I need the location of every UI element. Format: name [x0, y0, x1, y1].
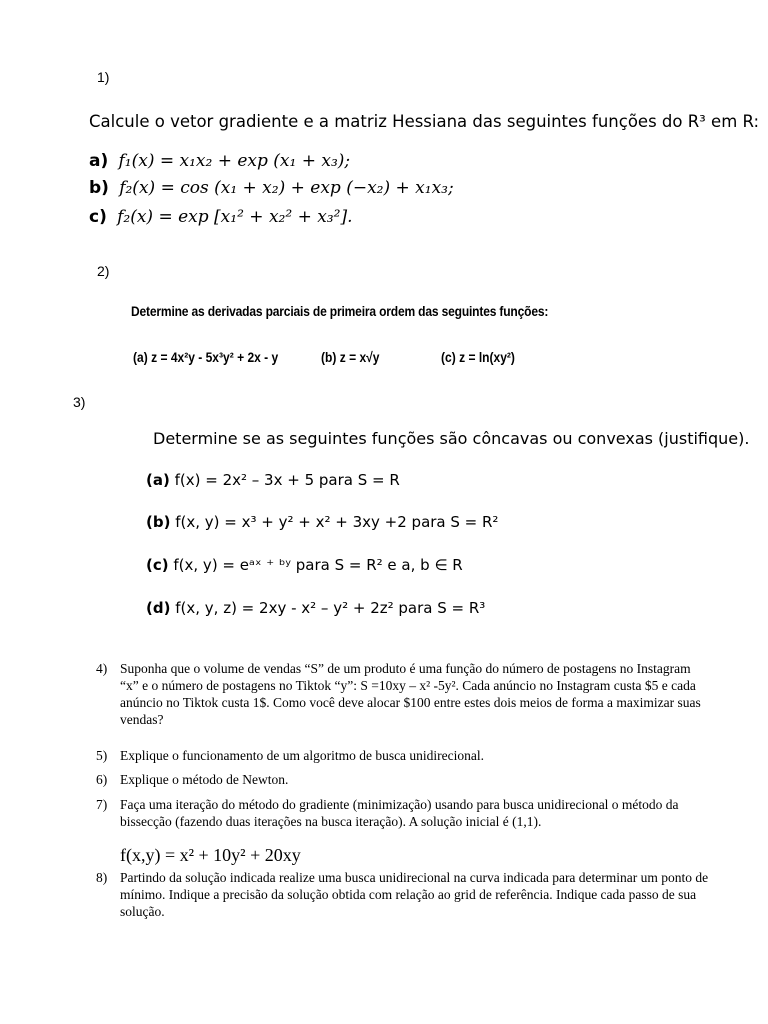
q2-item-c: [441, 349, 515, 365]
question-4-number: 4): [96, 661, 108, 676]
q3-item-b-label: (b): [146, 513, 171, 531]
q1-item-c-label: c): [89, 207, 107, 227]
q3-item-d-expr: f(x, y, z) = 2xy - x² – y² + 2z² para S = R³: [175, 599, 486, 617]
question-1-number: 1): [97, 69, 110, 85]
q1-item-a: [89, 151, 350, 171]
q1-item-a-expr: f₁(x) = x₁x₂ + exp (x₁ + x₃);: [118, 151, 351, 171]
q3-item-a: [146, 471, 400, 489]
question-7-number: 7): [96, 797, 108, 812]
q2-item-b-label: (b): [321, 349, 337, 365]
question-2-heading: Determine as derivadas parciais de primeira ordem das seguintes funções:: [131, 303, 549, 319]
q3-item-b: [146, 513, 498, 531]
question-4-text: Suponha que o volume de vendas “S” de um produto é uma função do número de postagens no Instagram “x” e o número de postagens no Tiktok “y”: S =10xy – x² -5y². Cada anúncio no Instagram custa $5 e cada anúncio no Tiktok custa 1$. Como você deve alocar $100 entre estes dois meios de forma a maximizar suas vendas?: [120, 661, 701, 727]
q2-item-c-expr: z = ln(xy²): [459, 349, 515, 365]
q3-item-a-label: (a): [146, 471, 170, 489]
question-8-number: 8): [96, 870, 108, 885]
question-6-text: Explique o método de Newton.: [120, 772, 289, 787]
q1-item-c: [89, 207, 352, 227]
question-5: [96, 747, 716, 765]
q3-item-c-expr: f(x, y) = eᵃˣ ⁺ ᵇʸ para S = R² e a, b ∈ R: [173, 556, 463, 574]
q1-item-c-expr: f₂(x) = exp [x₁² + x₂² + x₃²].: [117, 207, 353, 227]
q3-item-a-expr: f(x) = 2x² – 3x + 5 para S = R: [174, 471, 400, 489]
question-8-text: Partindo da solução indicada realize uma busca unidirecional na curva indicada para determinar um ponto de mínimo. Indique a precisão da solução obtida com relação ao grid de referência. Indique cada passo de sua solução.: [120, 870, 709, 919]
question-1-heading: Calcule o vetor gradiente e a matriz Hessiana das seguintes funções do R³ em R:: [89, 112, 760, 131]
question-3-number: 3): [73, 394, 86, 410]
q1-item-b: [89, 178, 454, 198]
question-6: [96, 771, 716, 789]
q3-item-b-expr: f(x, y) = x³ + y² + x² + 3xy +2 para S = R²: [175, 513, 499, 531]
q1-item-b-label: b): [89, 178, 109, 198]
q1-item-b-expr: f₂(x) = cos (x₁ + x₂) + exp (−x₂) + x₁x₃;: [119, 178, 454, 198]
q3-item-c: [146, 556, 463, 574]
question-5-number: 5): [96, 748, 108, 763]
q3-item-d-label: (d): [146, 599, 171, 617]
question-7: [96, 796, 716, 832]
question-3-heading: Determine se as seguintes funções são côncavas ou convexas (justifique).: [153, 429, 750, 448]
q2-item-c-label: (c): [441, 349, 456, 365]
q1-item-a-label: a): [89, 151, 109, 171]
q2-item-a-expr: z = 4x²y - 5x³y² + 2x - y: [151, 349, 279, 365]
q2-item-a-label: (a): [133, 349, 148, 365]
q2-item-b: [321, 349, 379, 365]
question-4: [96, 660, 716, 730]
q3-item-c-label: (c): [146, 556, 169, 574]
question-2-number: 2): [97, 263, 110, 279]
question-5-text: Explique o funcionamento de um algoritmo de busca unidirecional.: [120, 748, 485, 763]
q2-item-a: [133, 349, 278, 365]
q2-item-b-expr: z = x√y: [339, 349, 380, 365]
question-8: [96, 869, 716, 923]
q3-item-d: [146, 599, 485, 617]
question-7-text: Faça uma iteração do método do gradiente (minimização) usando para busca unidirecional o método da bissecção (fazendo duas iterações na busca iteração). A solução inicial é (1,1).: [120, 797, 679, 829]
question-6-number: 6): [96, 772, 108, 787]
question-7-function: f(x,y) = x² + 10y² + 20xy: [120, 845, 301, 865]
